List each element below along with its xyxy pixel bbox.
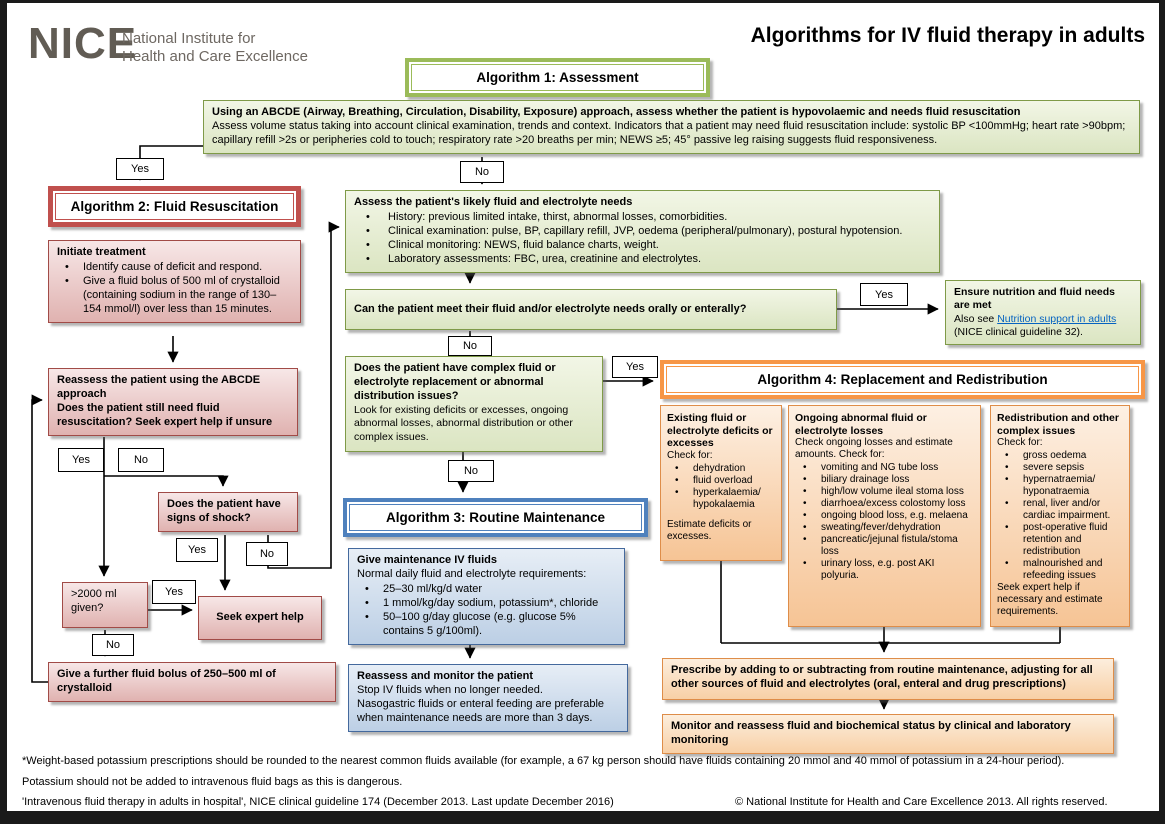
algorithm4-header <box>660 360 1145 399</box>
assess-needs-bullet: • History: previous limited intake, thirst, abnormal losses, comorbidities. <box>354 211 931 225</box>
nutrition-note <box>954 313 1132 340</box>
label-yes-resuscitation: Yes <box>116 158 164 180</box>
page-frame-top <box>0 0 1165 3</box>
initiate-bullet: • Identify cause of deficit and respond. <box>57 261 292 275</box>
maintenance-heading: Give maintenance IV fluids <box>357 554 497 566</box>
oral-enteral-question: Can the patient meet their fluid and/or electrolyte needs orally or enterally? <box>354 302 747 315</box>
reassess-abcde-line2: Does the patient still need fluid resuscitation? Seek expert help if unsure <box>57 401 273 428</box>
reassess-abcde-box <box>48 368 298 436</box>
initiate-treatment-box <box>48 240 301 323</box>
reassess-monitor-line1: Stop IV fluids when no longer needed. <box>357 683 543 696</box>
label-yes-shock: Yes <box>176 538 218 562</box>
algorithm2-title: Algorithm 2: Fluid Resuscitation <box>55 193 294 220</box>
label-yes-volume: Yes <box>152 580 196 604</box>
redistribution-intro: Check for: <box>997 437 1043 449</box>
assess-needs-bullet: • Laboratory assessments: FBC, urea, creatinine and electrolytes. <box>354 253 931 267</box>
existing-deficits-bullet: • fluid overload <box>667 475 775 487</box>
redistribution-bullet: • severe sepsis <box>997 462 1123 474</box>
assess-needs-heading: Assess the patient's likely fluid and electrolyte needs <box>354 196 633 208</box>
nutrition-guideline-link[interactable]: Nutrition support in adults <box>997 312 1117 325</box>
maintenance-bullet: • 1 mmol/kg/day sodium, potassium*, chloride <box>357 597 616 611</box>
initiate-heading: Initiate treatment <box>57 246 146 258</box>
nice-logo: NICE <box>28 19 138 68</box>
nutrition-heading: Ensure nutrition and fluid needs are met <box>954 286 1116 312</box>
abcde-heading: Using an ABCDE (Airway, Breathing, Circulation, Disability, Exposure) approach, assess whether the patient is hypovolaemic and needs fluid resuscitation <box>212 106 1021 118</box>
ongoing-losses-bullet: • urinary loss, e.g. post AKI polyuria. <box>795 558 974 582</box>
maintenance-bullet: • 50–100 g/day glucose (e.g. glucose 5% contains 5 g/100ml). <box>357 611 616 639</box>
label-no-shock: No <box>246 542 288 566</box>
maintenance-fluids-box <box>348 548 625 645</box>
nutrition-box <box>945 280 1141 345</box>
existing-deficits-bullet: • dehydration <box>667 463 775 475</box>
redistribution-box <box>990 405 1130 627</box>
nutrition-note-pre: Also see <box>954 312 998 325</box>
complex-issues-body: Look for existing deficits or excesses, ongoing abnormal losses, abnormal distribution or other complex issues. <box>354 403 573 443</box>
label-no-still-need: No <box>118 448 164 472</box>
label-yes-complex: Yes <box>612 356 658 378</box>
abcde-body: Assess volume status taking into account clinical examination, trends and context. Indicators that a patient may need fluid resuscitation include: systolic BP <100mmHg; heart rate >90bpm; capillary refill >2s or peripheries cold to touch; respiratory rate >20 breaths per min; NEWS ≥5; 45° passive leg raising suggests fluid responsiveness. <box>212 119 1126 146</box>
monitor-box: Monitor and reassess fluid and biochemical status by clinical and laboratory monitoring <box>662 714 1114 754</box>
label-no-volume: No <box>92 634 134 656</box>
reassess-monitor-line2: Nasogastric fluids or enteral feeding are preferable when maintenance needs are more than 3 days. <box>357 697 605 724</box>
existing-deficits-box <box>660 405 782 561</box>
redistribution-footer: Seek expert help if necessary and estimate requirements. <box>997 582 1103 618</box>
ongoing-losses-bullet: • biliary drainage loss <box>795 474 974 486</box>
redistribution-bullet: • hypernatraemia/​hyponatraemia <box>997 474 1123 498</box>
existing-deficits-heading: Existing fluid or electrolyte deficits or excesses <box>667 412 773 450</box>
algorithm3-title: Algorithm 3: Routine Maintenance <box>349 504 642 531</box>
ongoing-losses-heading: Ongoing abnormal fluid or electrolyte losses <box>795 412 927 437</box>
label-yes-still-need: Yes <box>58 448 104 472</box>
signs-of-shock-box: Does the patient have signs of shock? <box>158 492 298 532</box>
redistribution-bullet: • post-operative fluid retention and redistribution <box>997 522 1123 558</box>
ongoing-losses-bullet: • diarrhoea/excess colostomy loss <box>795 498 974 510</box>
oral-enteral-question-box <box>345 289 837 330</box>
seek-expert-help-box <box>198 596 322 640</box>
volume-given-box: >2000 ml given? <box>62 582 148 628</box>
reassess-monitor-heading: Reassess and monitor the patient <box>357 670 534 682</box>
label-yes-oral: Yes <box>860 283 908 306</box>
page-frame-right <box>1159 0 1165 824</box>
existing-deficits-bullet: • hyperkalaemia/​hypokalaemia <box>667 487 775 511</box>
page-title: Algorithms for IV fluid therapy in adults <box>750 24 1145 47</box>
maintenance-bullet: • 25–30 ml/kg/d water <box>357 583 616 597</box>
redistribution-bullet: • malnourished and refeeding issues <box>997 558 1123 582</box>
ongoing-losses-box <box>788 405 981 627</box>
complex-issues-heading: Does the patient have complex fluid or electrolyte replacement or abnormal distribution issues? <box>354 362 556 402</box>
citation: 'Intravenous fluid therapy in adults in hospital', NICE clinical guideline 174 (December 2013. Last update December 2016) <box>22 796 614 808</box>
maintenance-intro: Normal daily fluid and electrolyte requirements: <box>357 567 587 580</box>
nice-logo-tagline-line1: National Institute for <box>122 30 256 47</box>
nice-logo-tagline-line2: Health and Care Excellence <box>122 47 308 65</box>
redistribution-heading: Redistribution and other complex issues <box>997 412 1119 437</box>
redistribution-bullet: • renal, liver and/or cardiac impairment. <box>997 498 1123 522</box>
label-no-complex: No <box>448 460 494 482</box>
page-frame-bottom <box>0 811 1165 824</box>
existing-deficits-intro: Check for: <box>667 449 713 461</box>
redistribution-bullet: • gross oedema <box>997 450 1123 462</box>
nice-logo-tagline <box>122 30 308 65</box>
abcde-assessment-box <box>203 100 1140 154</box>
algorithm1-header <box>405 58 710 97</box>
page-frame-left <box>0 0 7 824</box>
prescribe-box: Prescribe by adding to or subtracting from routine maintenance, adjusting for all other sources of fluid and electrolytes (oral, enteral and drug prescriptions) <box>662 658 1114 700</box>
ongoing-losses-bullet: • vomiting and NG tube loss <box>795 462 974 474</box>
footnote-potassium-weight: *Weight-based potassium prescriptions should be rounded to the nearest common fluids available (for example, a 67 kg person should have fluids containing 20 mmol and 40 mmol of potassium in a 24-hour period). <box>22 755 1065 767</box>
label-no-resuscitation: No <box>460 161 504 183</box>
initiate-bullet: • Give a fluid bolus of 500 ml of crystalloid (containing sodium in the range of 130–154 mmol/l) over less than 15 minutes. <box>57 275 292 317</box>
algorithm1-title: Algorithm 1: Assessment <box>411 64 704 91</box>
further-bolus-box: Give a further fluid bolus of 250–500 ml of crystalloid <box>48 662 336 702</box>
existing-deficits-footer: Estimate deficits or excesses. <box>667 518 752 542</box>
label-no-oral: No <box>448 336 492 356</box>
assess-needs-bullet: • Clinical examination: pulse, BP, capillary refill, JVP, oedema (peripheral/pulmonary), postural hypotension. <box>354 225 931 239</box>
ongoing-losses-bullet: • sweating/fever/dehydration <box>795 522 974 534</box>
seek-expert-help-text: Seek expert help <box>216 611 304 624</box>
ongoing-losses-bullet: • high/low volume ileal stoma loss <box>795 486 974 498</box>
ongoing-losses-intro: Check ongoing losses and estimate amounts. Check for: <box>795 437 953 461</box>
ongoing-losses-bullet: • pancreatic/jejunal fistula/stoma loss <box>795 534 974 558</box>
nutrition-note-post: (NICE clinical guideline 32). <box>954 325 1083 338</box>
copyright: © National Institute for Health and Care Excellence 2013. All rights reserved. <box>735 796 1108 808</box>
ongoing-losses-bullet: • ongoing blood loss, e.g. melaena <box>795 510 974 522</box>
algorithm4-title: Algorithm 4: Replacement and Redistribution <box>666 366 1139 393</box>
assess-needs-bullet: • Clinical monitoring: NEWS, fluid balance charts, weight. <box>354 239 931 253</box>
algorithm3-header <box>343 498 648 537</box>
algorithm2-header <box>48 186 301 227</box>
footnote-potassium-danger: Potassium should not be added to intravenous fluid bags as this is dangerous. <box>22 776 403 788</box>
reassess-abcde-line1: Reassess the patient using the ABCDE approach <box>57 374 261 400</box>
assess-needs-box <box>345 190 940 273</box>
complex-issues-box <box>345 356 603 452</box>
reassess-monitor-box <box>348 664 628 732</box>
